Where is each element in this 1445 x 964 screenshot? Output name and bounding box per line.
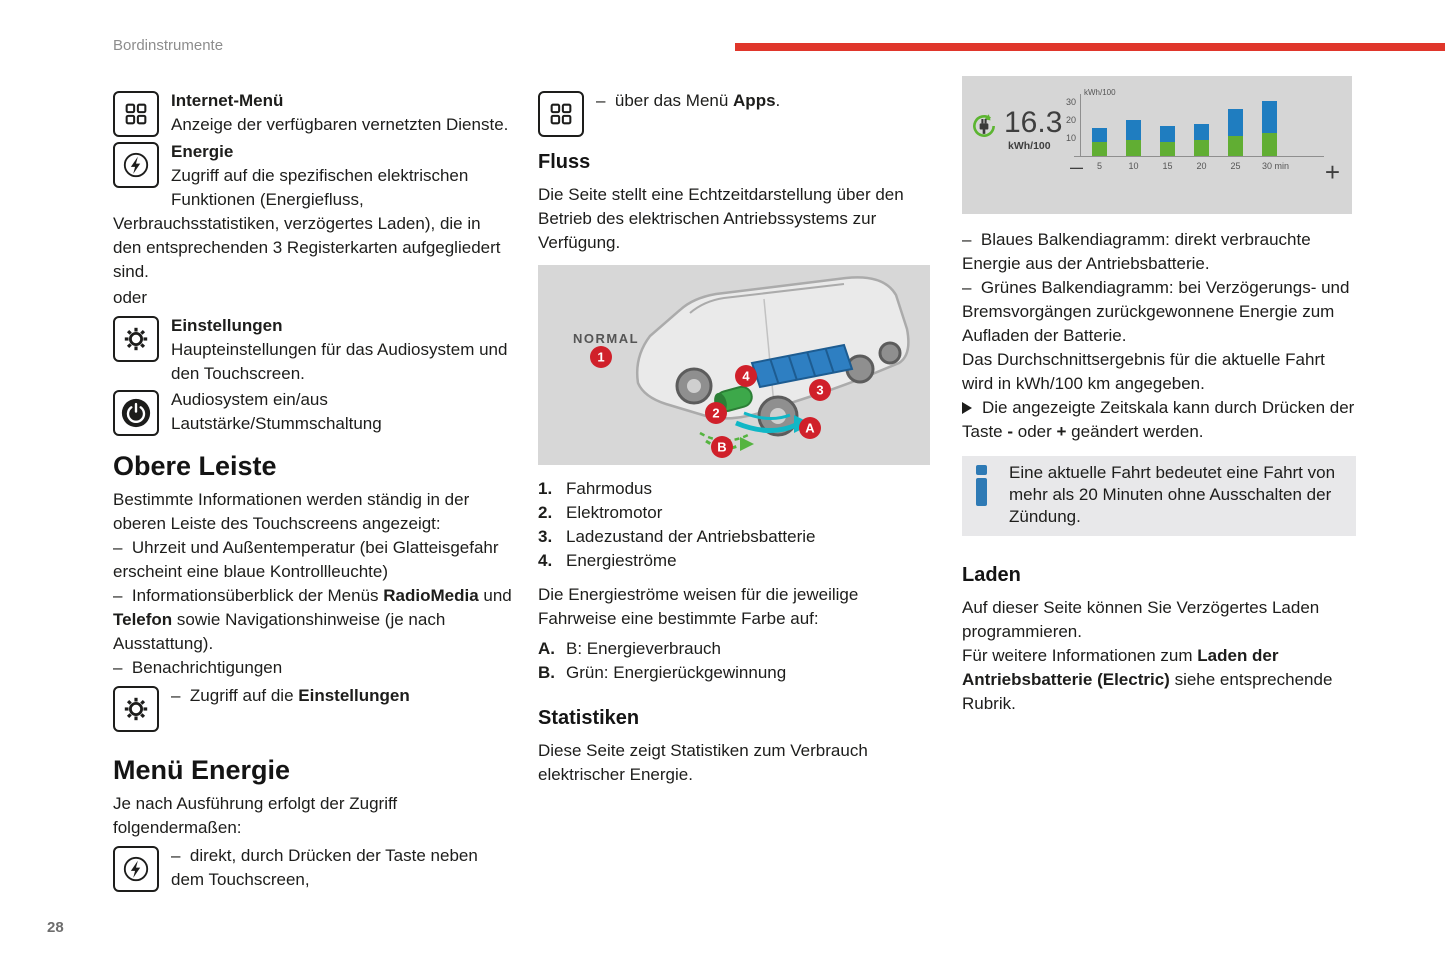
page-header-title: Bordinstrumente bbox=[113, 37, 224, 54]
column-right bbox=[962, 76, 1356, 716]
y-tick: 20 bbox=[1065, 115, 1076, 125]
x-tick: 20 bbox=[1196, 161, 1207, 171]
legend-item: 1. Fahrmodus bbox=[538, 479, 652, 498]
legend-item: 3. Ladezustand der Antriebsbatterie bbox=[538, 527, 816, 546]
drive-mode-label: NORMAL bbox=[573, 331, 640, 346]
x-tick: 30 min bbox=[1262, 161, 1290, 171]
laden-body1: Auf dieser Seite können Sie Verzögertes Laden programmieren. bbox=[962, 598, 1320, 641]
statistiken-body: Diese Seite zeigt Statistiken zum Verbrauch elektrischer Energie. bbox=[538, 741, 868, 784]
marker-B bbox=[711, 436, 733, 458]
section-title: Internet-Menü bbox=[171, 91, 284, 110]
marker-1 bbox=[590, 346, 612, 368]
svg-text:B: B bbox=[717, 439, 727, 455]
diagram-legend bbox=[538, 477, 931, 573]
section-title: Energie bbox=[171, 142, 234, 161]
flow-color-list bbox=[538, 637, 931, 685]
note-average: Das Durchschnittsergebnis für die aktuelle Fahrt wird in kWh/100 km angegeben. bbox=[962, 350, 1325, 393]
page-number: 28 bbox=[47, 919, 64, 936]
section-text: – über das Menü Apps. bbox=[596, 91, 781, 110]
bar-group bbox=[1194, 124, 1209, 156]
bar-group bbox=[1126, 120, 1141, 156]
section-apps bbox=[538, 89, 931, 141]
obere-item-menues: – Informationsüberblick der Menüs RadioMedia und Telefon sowie Navigationshinweise (je nach Ausstattung). bbox=[113, 586, 512, 653]
header-red-rule bbox=[735, 43, 1445, 51]
section-body: Zugriff auf die spezifischen elektrischen Funktionen (Energiefluss, Verbrauchsstatistiken, verzögertes Laden), die in den entsprechenden 3 Registerkarten aufgegliedert sind. bbox=[113, 166, 501, 281]
gear-icon bbox=[113, 686, 159, 732]
y-axis-line bbox=[1080, 94, 1081, 156]
svg-text:2: 2 bbox=[712, 405, 720, 421]
power-icon bbox=[113, 390, 159, 436]
marker-3 bbox=[809, 379, 831, 401]
marker-A bbox=[799, 417, 821, 439]
section-text bbox=[113, 89, 513, 137]
obere-item-benachrichtigungen: – Benachrichtigungen bbox=[113, 658, 283, 677]
x-tick: 25 bbox=[1230, 161, 1241, 171]
lightning-icon bbox=[113, 142, 159, 188]
flow-color-item: A. B: Energieverbrauch bbox=[538, 639, 721, 658]
legend-item: 2. Elektromotor bbox=[538, 503, 663, 522]
grid-icon bbox=[113, 91, 159, 137]
heading-menue-energie: Menü Energie bbox=[113, 755, 291, 785]
section-energie-taste bbox=[113, 844, 513, 892]
y-tick: 10 bbox=[1065, 133, 1076, 143]
bar-group bbox=[1228, 109, 1243, 156]
heading-obere-leiste: Obere Leiste bbox=[113, 451, 277, 481]
column-middle bbox=[538, 76, 931, 787]
bar-segment bbox=[1194, 140, 1209, 156]
heading-statistiken: Statistiken bbox=[538, 707, 640, 729]
note-blue-bars: – Blaues Balkendiagramm: direkt verbrauchte Energie aus der Antriebsbatterie. bbox=[962, 230, 1311, 273]
obere-intro: Bestimmte Informationen werden ständig in der oberen Leiste des Touchscreens angezeigt: bbox=[113, 490, 470, 533]
timescale-minus-button: — bbox=[1070, 160, 1083, 175]
grid-icon bbox=[538, 91, 584, 137]
flow-colors-intro: Die Energieströme weisen für die jeweilige Fahrweise eine bestimmte Farbe auf: bbox=[538, 585, 859, 628]
consumption-bars bbox=[1092, 94, 1277, 156]
heading-fluss: Fluss bbox=[538, 151, 591, 173]
section-audio bbox=[113, 388, 513, 436]
y-axis-unit: kWh/100 bbox=[1084, 88, 1116, 97]
fluss-body: Die Seite stellt eine Echtzeitdarstellung über den Betrieb des elektrischen Antriebssystems zur Verfügung. bbox=[538, 185, 904, 252]
x-tick: 5 bbox=[1096, 161, 1102, 171]
bar-segment bbox=[1228, 109, 1243, 136]
bar-segment bbox=[1194, 124, 1209, 140]
triangle-right-icon bbox=[962, 402, 972, 414]
bar-segment bbox=[1126, 140, 1141, 156]
menue-energie-intro: Je nach Ausführung erfolgt der Zugriff folgendermaßen: bbox=[113, 794, 398, 837]
section-text: – direkt, durch Drücken der Taste neben dem Touchscreen, bbox=[171, 846, 478, 889]
audio-line2: Lautstärke/Stummschaltung bbox=[171, 414, 382, 433]
flow-color-item: B. Grün: Energierückgewinnung bbox=[538, 663, 787, 682]
bar-segment bbox=[1160, 142, 1175, 156]
trip-computer-display bbox=[962, 76, 1352, 214]
section-zugriff-einstellungen bbox=[113, 684, 513, 736]
timescale-plus-button: + bbox=[1324, 157, 1340, 187]
x-axis-labels bbox=[1092, 161, 1290, 171]
section-text bbox=[113, 314, 513, 386]
column-left bbox=[113, 76, 513, 895]
oder-separator: oder bbox=[113, 288, 148, 307]
bar-group bbox=[1160, 126, 1175, 156]
bar-segment bbox=[1126, 120, 1141, 140]
svg-text:3: 3 bbox=[816, 382, 824, 398]
section-text bbox=[113, 388, 513, 436]
section-text: – Zugriff auf die Einstellungen bbox=[171, 686, 410, 705]
bar-segment bbox=[1262, 101, 1277, 133]
section-einstellungen bbox=[113, 314, 513, 386]
svg-text:1: 1 bbox=[597, 349, 605, 365]
bar-segment bbox=[1262, 133, 1277, 156]
x-tick: 15 bbox=[1162, 161, 1173, 171]
bar-group bbox=[1092, 128, 1107, 156]
average-consumption-value: 16.3 bbox=[1004, 106, 1063, 139]
energy-flow-diagram bbox=[538, 265, 931, 465]
x-axis-line bbox=[1074, 156, 1324, 157]
legend-item: 4. Energieströme bbox=[538, 551, 677, 570]
section-body: Anzeige der verfügbaren vernetzten Dienste. bbox=[171, 115, 509, 134]
bar-segment bbox=[1228, 136, 1243, 156]
section-internet-menu bbox=[113, 89, 513, 137]
laden-body2: Für weitere Informationen zum Laden der Antriebsbatterie (Electric) siehe entsprechende Rubrik. bbox=[962, 646, 1333, 713]
svg-text:A: A bbox=[805, 420, 815, 436]
info-text: Eine aktuelle Fahrt bedeutet eine Fahrt von mehr als 20 Minuten ohne Ausschalten der Zündung. bbox=[1009, 463, 1336, 526]
bar-segment bbox=[1160, 126, 1175, 142]
y-tick: 30 bbox=[1065, 97, 1076, 107]
info-icon bbox=[976, 465, 989, 507]
section-text bbox=[113, 140, 513, 284]
statistics-notes bbox=[962, 228, 1356, 444]
section-title: Einstellungen bbox=[171, 316, 283, 335]
bar-segment bbox=[1092, 128, 1107, 142]
bar-group bbox=[1262, 101, 1277, 156]
note-green-bars: – Grünes Balkendiagramm: bei Verzögerungs- und Bremsvorgängen zurückgewonnene Energie zum Aufladen der Batterie. bbox=[962, 278, 1350, 345]
marker-4 bbox=[735, 365, 757, 387]
average-consumption-unit: kWh/100 bbox=[1008, 140, 1051, 152]
section-energie bbox=[113, 140, 513, 284]
gear-icon bbox=[113, 316, 159, 362]
obere-item-uhrzeit: – Uhrzeit und Außentemperatur (bei Glatteisgefahr erscheint eine blaue Kontrollleuchte) bbox=[113, 538, 499, 581]
section-body: Haupteinstellungen für das Audiosystem und den Touchscreen. bbox=[171, 340, 508, 383]
info-box bbox=[962, 456, 1356, 536]
note-timescale: Die angezeigte Zeitskala kann durch Drücken der Taste - oder + geändert werden. bbox=[962, 398, 1355, 441]
marker-2 bbox=[705, 402, 727, 424]
lightning-icon bbox=[113, 846, 159, 892]
heading-laden: Laden bbox=[962, 564, 1021, 586]
bar-segment bbox=[1092, 142, 1107, 156]
charging-plug-icon bbox=[970, 112, 998, 140]
audio-line1: Audiosystem ein/aus bbox=[171, 390, 328, 409]
x-tick: 10 bbox=[1128, 161, 1139, 171]
svg-text:4: 4 bbox=[742, 368, 750, 384]
